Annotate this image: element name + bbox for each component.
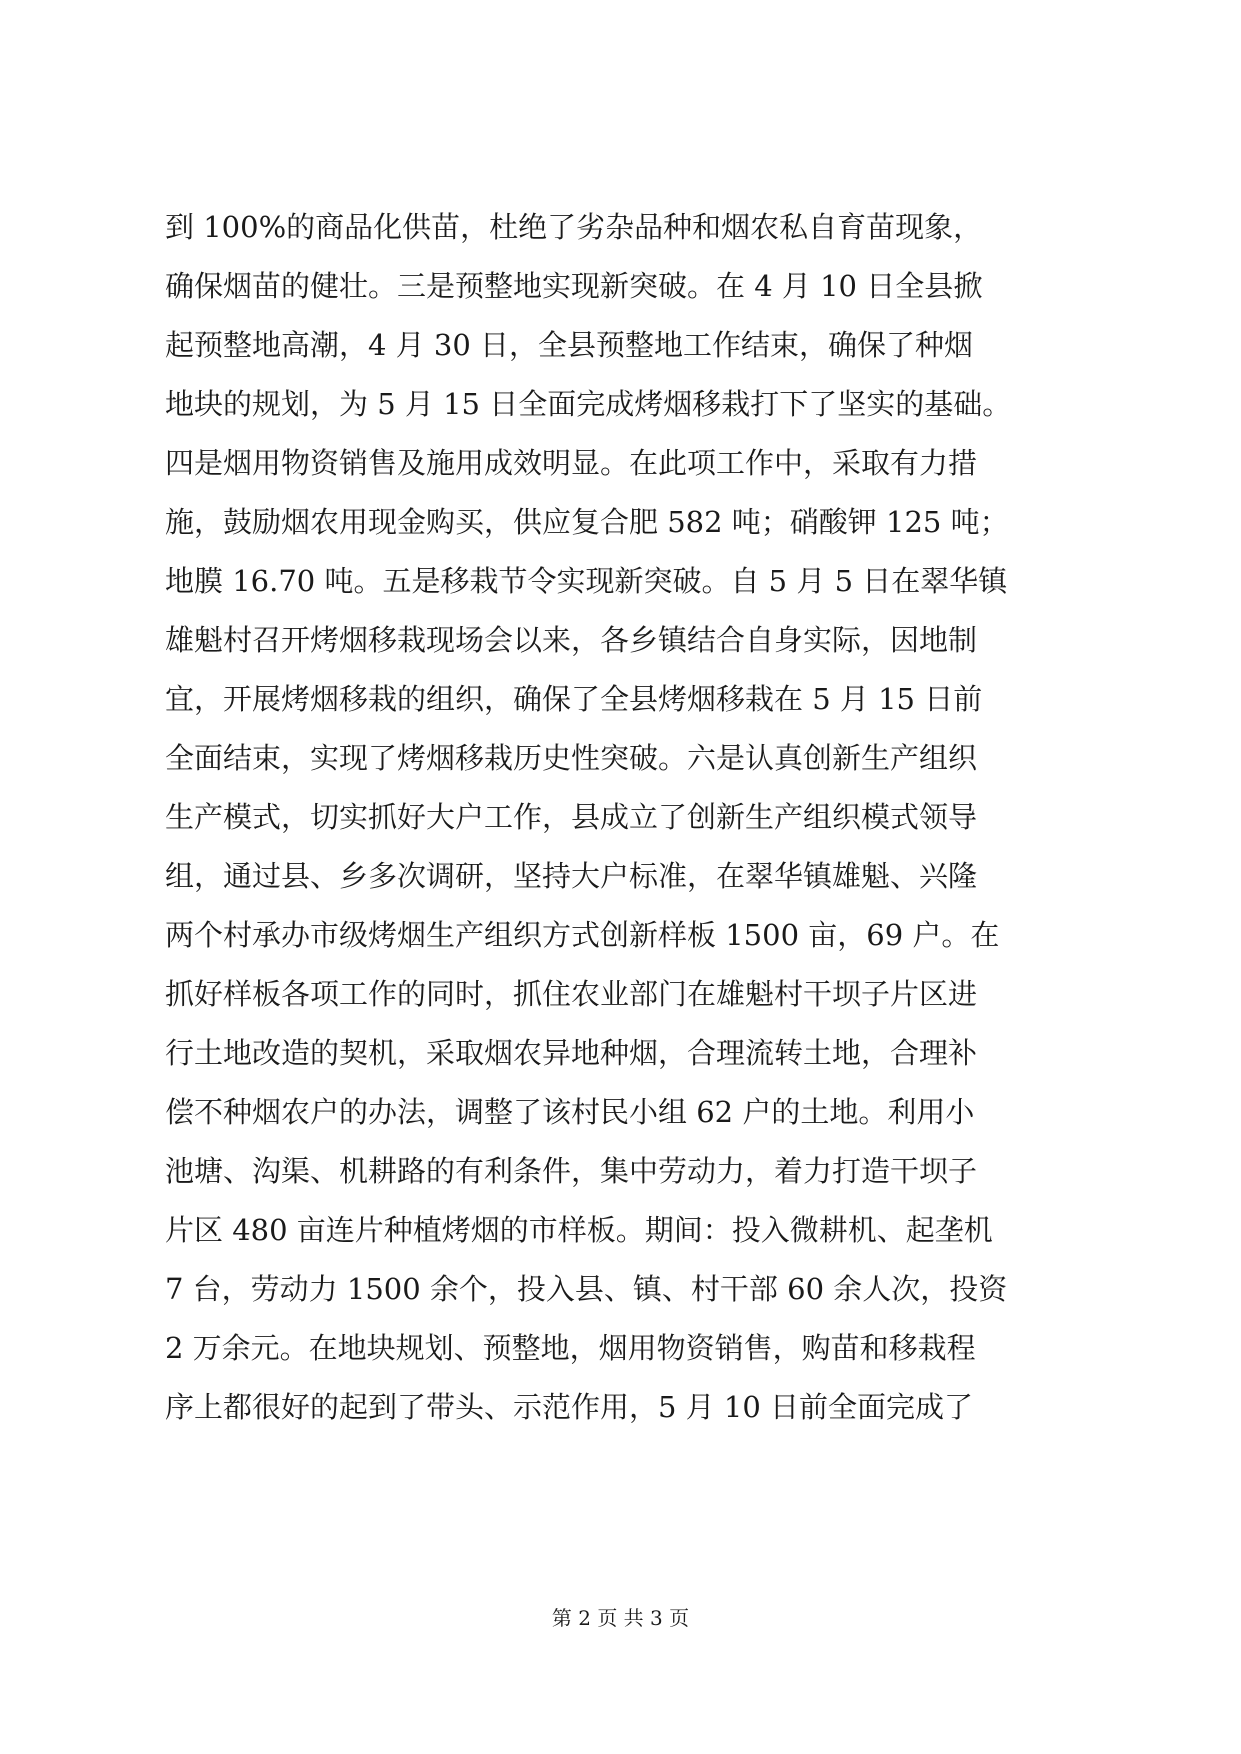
text-line: 地块的规划，为 5 月 15 日全面完成烤烟移栽打下了坚实的基础。 — [165, 387, 1012, 421]
text-line: 2 万余元。在地块规划、预整地，烟用物资销售，购苗和移栽程 — [165, 1331, 976, 1365]
text-line: 地膜 16.70 吨。五是移栽节令实现新突破。自 5 月 5 日在翠华镇 — [165, 564, 1008, 598]
text-line: 偿不种烟农户的办法，调整了该村民小组 62 户的土地。利用小 — [165, 1095, 975, 1129]
text-line: 到 100%的商品化供苗，杜绝了劣杂品种和烟农私自育苗现象， — [165, 210, 983, 244]
text-line: 确保烟苗的健壮。三是预整地实现新突破。在 4 月 10 日全县掀 — [165, 269, 983, 303]
text-line: 抓好样板各项工作的同时，抓住农业部门在雄魁村干坝子片区进 — [165, 977, 978, 1011]
page-number-indicator: 第 2 页 共 3 页 — [551, 1606, 690, 1630]
text-line: 生产模式，切实抓好大户工作，县成立了创新生产组织模式领导 — [165, 800, 978, 834]
text-line: 两个村承办市级烤烟生产组织方式创新样板 1500 亩，69 户。在 — [165, 918, 1000, 952]
page-footer — [0, 1604, 1241, 1632]
text-line: 全面结束，实现了烤烟移栽历史性突破。六是认真创新生产组织 — [165, 741, 978, 775]
text-line: 池塘、沟渠、机耕路的有利条件，集中劳动力，着力打造干坝子 — [165, 1154, 978, 1188]
text-line: 组，通过县、乡多次调研，坚持大户标准，在翠华镇雄魁、兴隆 — [165, 859, 978, 893]
text-line: 四是烟用物资销售及施用成效明显。在此项工作中，采取有力措 — [165, 446, 978, 480]
body-text — [165, 198, 1095, 1437]
text-line: 7 台，劳动力 1500 余个，投入县、镇、村干部 60 余人次，投资 — [165, 1272, 1008, 1306]
text-line: 片区 480 亩连片种植烤烟的市样板。期间：投入微耕机、起垄机 — [165, 1213, 993, 1247]
text-line: 施，鼓励烟农用现金购买，供应复合肥 582 吨；硝酸钾 125 吨； — [165, 505, 1009, 539]
text-line: 行土地改造的契机，采取烟农异地种烟，合理流转土地，合理补 — [165, 1036, 978, 1070]
text-line: 雄魁村召开烤烟移栽现场会以来，各乡镇结合自身实际，因地制 — [165, 623, 978, 657]
text-line: 序上都很好的起到了带头、示范作用，5 月 10 日前全面完成了 — [165, 1390, 974, 1424]
text-line: 宜，开展烤烟移栽的组织，确保了全县烤烟移栽在 5 月 15 日前 — [165, 682, 983, 716]
text-line: 起预整地高潮，4 月 30 日，全县预整地工作结束，确保了种烟 — [165, 328, 974, 362]
